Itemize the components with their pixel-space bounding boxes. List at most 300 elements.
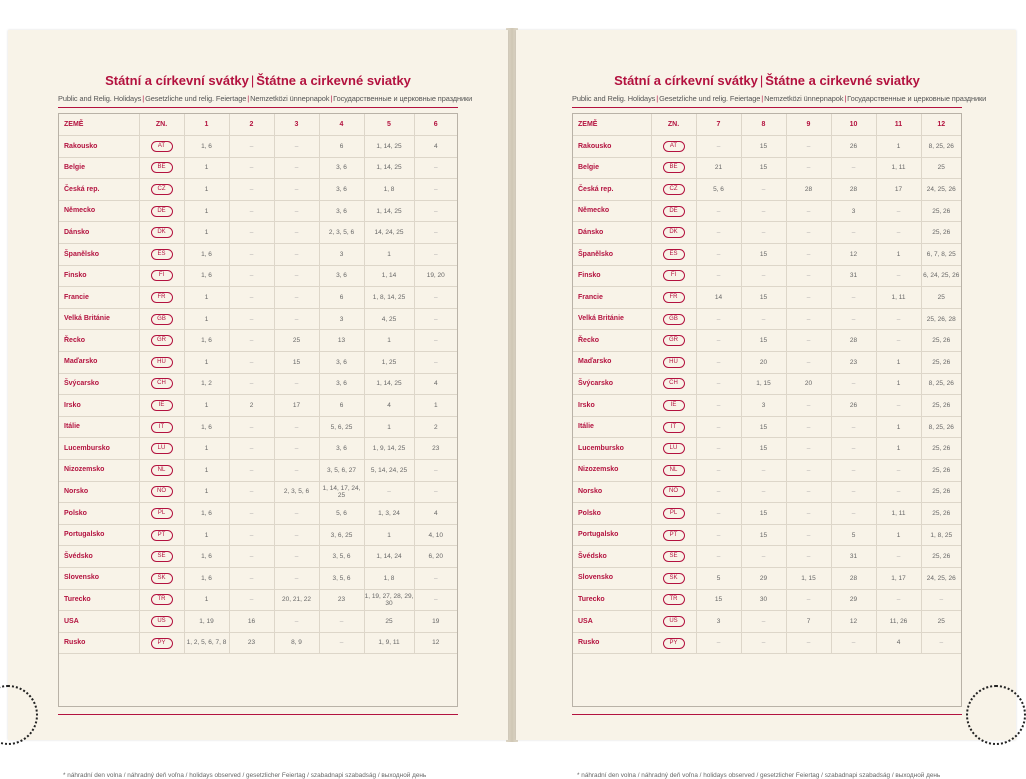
country-code-cell	[651, 244, 696, 266]
subtitle-hu: Nemzetközi ünnepnapok	[764, 94, 844, 103]
holiday-dates-cell: 1, 14, 24	[364, 546, 414, 568]
holiday-dates-cell: –	[741, 481, 786, 503]
holiday-dates-cell: 15	[741, 330, 786, 352]
holiday-dates-cell: 17	[876, 179, 921, 201]
holiday-dates-cell: 5, 6	[696, 179, 741, 201]
holiday-dates-cell: 1, 11	[876, 157, 921, 179]
country-code-badge: US	[151, 616, 173, 627]
holiday-dates-cell: 8, 25, 26	[921, 136, 961, 158]
table-row	[59, 416, 457, 438]
holiday-dates-cell: –	[229, 524, 274, 546]
holiday-dates-cell: –	[876, 481, 921, 503]
holiday-dates-cell: –	[696, 265, 741, 287]
holiday-dates-cell: –	[229, 567, 274, 589]
table-row	[59, 589, 457, 611]
holiday-dates-cell: 25	[364, 611, 414, 633]
holiday-dates-cell: –	[786, 481, 831, 503]
holiday-dates-cell: –	[876, 589, 921, 611]
holidays-table	[59, 114, 457, 654]
country-name: Nizozemsko	[59, 460, 139, 482]
holiday-dates-cell: –	[229, 481, 274, 503]
holiday-dates-cell: –	[741, 179, 786, 201]
right-page	[516, 30, 1016, 779]
table-row	[59, 438, 457, 460]
country-name: Německo	[59, 200, 139, 222]
country-code-cell	[651, 265, 696, 287]
holiday-dates-cell: –	[414, 481, 457, 503]
holiday-dates-cell: 5, 6, 25	[319, 416, 364, 438]
holiday-dates-cell: –	[921, 589, 961, 611]
country-code-cell	[651, 200, 696, 222]
holiday-dates-cell: –	[696, 632, 741, 654]
table-header-row	[59, 114, 457, 136]
holiday-dates-cell: 23	[319, 589, 364, 611]
table-row	[59, 352, 457, 374]
holiday-dates-cell: 3	[696, 611, 741, 633]
holiday-dates-cell: –	[414, 200, 457, 222]
holiday-dates-cell: 6, 7, 8, 25	[921, 244, 961, 266]
country-code-badge: LU	[663, 443, 685, 454]
country-code-badge: IE	[151, 400, 173, 411]
country-code-badge: BE	[663, 162, 685, 173]
holiday-dates-cell: 1	[876, 373, 921, 395]
holiday-dates-cell: 3, 5, 6	[319, 546, 364, 568]
holiday-dates-cell: –	[831, 503, 876, 525]
holiday-dates-cell: 1, 11	[876, 503, 921, 525]
holiday-dates-cell: –	[831, 222, 876, 244]
table-row	[573, 589, 961, 611]
holiday-dates-cell: –	[229, 589, 274, 611]
country-code-badge: ES	[151, 249, 173, 260]
holiday-dates-cell: –	[921, 632, 961, 654]
holiday-dates-cell: 5, 6	[319, 503, 364, 525]
holiday-dates-cell: –	[786, 157, 831, 179]
holiday-dates-cell: 25	[274, 330, 319, 352]
holiday-dates-cell: 1	[364, 524, 414, 546]
holiday-dates-cell: 1, 11	[876, 287, 921, 309]
holiday-dates-cell: 1, 14, 25	[364, 373, 414, 395]
holiday-dates-cell: –	[741, 200, 786, 222]
country-name: Belgie	[59, 157, 139, 179]
column-header-month: 5	[364, 114, 414, 136]
holiday-dates-cell: 3, 6	[319, 438, 364, 460]
country-code-badge: CH	[151, 378, 173, 389]
country-name: Švédsko	[573, 546, 651, 568]
country-code-badge: GB	[663, 314, 685, 325]
holiday-dates-cell: 6	[319, 395, 364, 417]
holiday-dates-cell: 1, 2	[184, 373, 229, 395]
country-code-cell	[651, 136, 696, 158]
holiday-dates-cell: 1, 6	[184, 503, 229, 525]
holiday-dates-cell: 1, 8, 25	[921, 524, 961, 546]
subtitle-ru: Государственные и церковные праздники	[847, 94, 987, 103]
country-name: Rusko	[573, 632, 651, 654]
country-code-cell	[139, 200, 184, 222]
holiday-dates-cell: –	[229, 308, 274, 330]
country-name: Česká rep.	[59, 179, 139, 201]
holidays-table	[573, 114, 961, 654]
country-code-cell	[139, 460, 184, 482]
country-name: Portugalsko	[573, 524, 651, 546]
holiday-dates-cell: –	[274, 503, 319, 525]
holiday-dates-cell: –	[741, 546, 786, 568]
holiday-dates-cell: –	[229, 222, 274, 244]
holiday-dates-cell: 14	[696, 287, 741, 309]
country-name: Řecko	[59, 330, 139, 352]
holiday-dates-cell: 25, 26	[921, 395, 961, 417]
table-row	[59, 632, 457, 654]
holiday-dates-cell: 1	[876, 352, 921, 374]
holiday-dates-cell: 1, 8	[364, 567, 414, 589]
holiday-dates-cell: –	[831, 632, 876, 654]
table-row	[573, 179, 961, 201]
country-code-badge: US	[663, 616, 685, 627]
column-header-month: 1	[184, 114, 229, 136]
holiday-dates-cell: –	[414, 222, 457, 244]
holiday-dates-cell: –	[831, 438, 876, 460]
column-header-country: ZEMĚ	[59, 114, 139, 136]
page-title: Státní a církevní svátky | Štátne a cirkevné sviatky	[614, 73, 920, 88]
holiday-dates-cell: –	[274, 611, 319, 633]
country-code-badge: DK	[663, 227, 685, 238]
country-name: Irsko	[59, 395, 139, 417]
holiday-dates-cell: –	[274, 265, 319, 287]
holiday-dates-cell: 15	[741, 136, 786, 158]
holiday-dates-cell: 1	[184, 200, 229, 222]
holiday-dates-cell: –	[414, 287, 457, 309]
holiday-dates-cell: 15	[741, 416, 786, 438]
subtitle-en: Public and Relig. Holidays	[572, 94, 656, 103]
country-code-badge: AT	[663, 141, 685, 152]
country-name: Španělsko	[573, 244, 651, 266]
holiday-dates-cell: 1, 15	[786, 567, 831, 589]
holiday-dates-cell: 1	[184, 157, 229, 179]
country-name: Maďarsko	[59, 352, 139, 374]
holiday-dates-cell: –	[696, 416, 741, 438]
table-row	[59, 265, 457, 287]
country-name: Turecko	[573, 589, 651, 611]
country-code-cell	[651, 503, 696, 525]
holiday-dates-cell: 19	[414, 611, 457, 633]
holiday-dates-cell: 1	[876, 416, 921, 438]
country-code-cell	[651, 330, 696, 352]
table-row	[59, 481, 457, 503]
holiday-dates-cell: –	[831, 373, 876, 395]
holiday-dates-cell: 12	[414, 632, 457, 654]
bottom-rule	[572, 714, 962, 715]
column-header-month: 3	[274, 114, 319, 136]
country-name: Lucembursko	[573, 438, 651, 460]
holiday-dates-cell: –	[274, 438, 319, 460]
holiday-dates-cell: –	[229, 179, 274, 201]
table-row	[573, 265, 961, 287]
country-name: Švýcarsko	[573, 373, 651, 395]
holiday-dates-cell: 8, 25, 26	[921, 416, 961, 438]
table-row	[573, 438, 961, 460]
country-code-cell	[139, 222, 184, 244]
country-code-badge: DK	[151, 227, 173, 238]
holiday-dates-cell: –	[786, 438, 831, 460]
holiday-dates-cell: 25, 26	[921, 481, 961, 503]
subtitle-de: Gesetzliche und relig. Feiertage	[145, 94, 247, 103]
holiday-dates-cell: –	[876, 222, 921, 244]
holiday-dates-cell: 6, 20	[414, 546, 457, 568]
country-code-cell	[139, 136, 184, 158]
holiday-dates-cell: –	[274, 136, 319, 158]
holiday-dates-cell: 17	[274, 395, 319, 417]
country-code-cell	[651, 438, 696, 460]
country-name: Švýcarsko	[59, 373, 139, 395]
holiday-dates-cell: 15	[741, 157, 786, 179]
holiday-dates-cell: 1, 6	[184, 136, 229, 158]
column-header-month: 9	[786, 114, 831, 136]
country-code-cell	[139, 632, 184, 654]
table-row	[59, 460, 457, 482]
country-name: Lucembursko	[59, 438, 139, 460]
country-code-badge: PL	[151, 508, 173, 519]
holiday-dates-cell: 1, 3, 24	[364, 503, 414, 525]
holiday-dates-cell: –	[831, 157, 876, 179]
holiday-dates-cell: –	[274, 416, 319, 438]
country-name: Polsko	[573, 503, 651, 525]
table-row	[573, 222, 961, 244]
holiday-dates-cell: 4	[414, 136, 457, 158]
holiday-dates-cell: 25, 26	[921, 503, 961, 525]
holiday-dates-cell: –	[229, 352, 274, 374]
holiday-dates-cell: 25, 26	[921, 222, 961, 244]
title-cz: Státní a církevní svátky	[614, 73, 758, 88]
table-row	[573, 416, 961, 438]
holiday-dates-cell: 16	[229, 611, 274, 633]
holiday-dates-cell: 20	[786, 373, 831, 395]
country-name: Polsko	[59, 503, 139, 525]
holiday-dates-cell: 1, 14, 25	[364, 136, 414, 158]
holiday-dates-cell: –	[274, 546, 319, 568]
holiday-dates-cell: 3, 6	[319, 352, 364, 374]
holiday-dates-cell: –	[876, 395, 921, 417]
holiday-dates-cell: 1, 14	[364, 265, 414, 287]
holiday-dates-cell: –	[229, 136, 274, 158]
holiday-dates-cell: –	[229, 416, 274, 438]
holiday-dates-cell: –	[229, 438, 274, 460]
holiday-dates-cell: 3, 6	[319, 373, 364, 395]
holiday-dates-cell: –	[786, 244, 831, 266]
country-code-badge: PY	[663, 638, 685, 649]
table-row	[573, 244, 961, 266]
holiday-dates-cell: 12	[831, 611, 876, 633]
holiday-dates-cell: –	[831, 308, 876, 330]
table-row	[573, 200, 961, 222]
holiday-dates-cell: 1, 14, 25	[364, 157, 414, 179]
column-header-country: ZEMĚ	[573, 114, 651, 136]
country-name: Irsko	[573, 395, 651, 417]
holiday-dates-cell: 14, 24, 25	[364, 222, 414, 244]
country-code-cell	[651, 460, 696, 482]
holiday-dates-cell: 2	[414, 416, 457, 438]
holiday-dates-cell: –	[831, 460, 876, 482]
country-code-badge: IT	[151, 422, 173, 433]
column-header-month: 12	[921, 114, 961, 136]
title-cz: Státní a církevní svátky	[105, 73, 249, 88]
holiday-dates-cell: 3, 6	[319, 157, 364, 179]
holiday-dates-cell: 29	[741, 567, 786, 589]
holiday-dates-cell: –	[696, 222, 741, 244]
holiday-dates-cell: 1, 19, 27, 28, 29, 30	[364, 589, 414, 611]
table-row	[573, 373, 961, 395]
page-title: Státní a církevní svátky | Štátne a cirkevné sviatky	[105, 73, 411, 88]
country-code-cell	[139, 611, 184, 633]
holiday-dates-cell: 3	[831, 200, 876, 222]
table-row	[59, 395, 457, 417]
country-code-badge: DE	[151, 206, 173, 217]
table-row	[573, 460, 961, 482]
holiday-dates-cell: 21	[696, 157, 741, 179]
holiday-dates-cell: 28	[831, 330, 876, 352]
holiday-dates-cell: 8, 9	[274, 632, 319, 654]
holiday-dates-cell: 6, 24, 25, 26	[921, 265, 961, 287]
country-name: Finsko	[573, 265, 651, 287]
holiday-dates-cell: –	[831, 481, 876, 503]
country-code-badge: NL	[151, 465, 173, 476]
holiday-dates-cell: 25, 26	[921, 460, 961, 482]
holiday-dates-cell: 24, 25, 26	[921, 567, 961, 589]
holiday-dates-cell: –	[696, 330, 741, 352]
holiday-dates-cell: 3	[319, 244, 364, 266]
country-code-badge: PY	[151, 638, 173, 649]
holiday-dates-cell: 23	[414, 438, 457, 460]
subtitle-ru: Государственные и церковные праздники	[333, 94, 473, 103]
table-row	[59, 503, 457, 525]
holiday-dates-cell: 1	[876, 244, 921, 266]
holiday-dates-cell: 1, 25	[364, 352, 414, 374]
holiday-dates-cell: –	[696, 503, 741, 525]
holiday-dates-cell: –	[876, 460, 921, 482]
holiday-dates-cell: –	[274, 200, 319, 222]
holiday-dates-cell: 6	[319, 136, 364, 158]
column-header-month: 10	[831, 114, 876, 136]
country-code-cell	[139, 373, 184, 395]
holiday-dates-cell: 1, 6	[184, 330, 229, 352]
holiday-dates-cell: 1, 6	[184, 416, 229, 438]
holiday-dates-cell: 15	[741, 524, 786, 546]
holiday-dates-cell: –	[786, 632, 831, 654]
holiday-dates-cell: 5	[696, 567, 741, 589]
holiday-dates-cell: –	[414, 567, 457, 589]
holiday-dates-cell: 13	[319, 330, 364, 352]
holiday-dates-cell: 31	[831, 546, 876, 568]
holiday-dates-cell: –	[786, 136, 831, 158]
holiday-dates-cell: –	[229, 546, 274, 568]
holiday-dates-cell: 3, 6, 25	[319, 524, 364, 546]
column-header-month: 4	[319, 114, 364, 136]
table-row	[59, 136, 457, 158]
country-code-cell	[651, 611, 696, 633]
page-subtitle: Public and Relig. Holidays|Gesetzliche und relig. Feiertage|Nemzetközi ünnepnapok|Государственные и церковные праздники	[58, 94, 473, 103]
holiday-dates-cell: 4, 25	[364, 308, 414, 330]
column-header-month: 2	[229, 114, 274, 136]
holiday-dates-cell: 20	[741, 352, 786, 374]
country-code-cell	[651, 352, 696, 374]
holiday-dates-cell: –	[876, 265, 921, 287]
holiday-dates-cell: –	[274, 287, 319, 309]
holiday-dates-cell: 25, 26	[921, 438, 961, 460]
table-header-row	[573, 114, 961, 136]
bottom-rule	[58, 714, 458, 715]
country-code-cell	[139, 352, 184, 374]
country-name: Rusko	[59, 632, 139, 654]
holiday-dates-cell: 1	[184, 395, 229, 417]
column-header-month: 6	[414, 114, 457, 136]
country-code-cell	[651, 287, 696, 309]
country-name: Nizozemsko	[573, 460, 651, 482]
holiday-dates-cell: 4	[364, 395, 414, 417]
country-name: Slovensko	[573, 567, 651, 589]
holidays-table-frame	[58, 113, 458, 779]
country-name: Finsko	[59, 265, 139, 287]
holiday-dates-cell: –	[786, 503, 831, 525]
country-code-badge: NL	[663, 465, 685, 476]
holiday-dates-cell: –	[414, 244, 457, 266]
dotted-circle-decoration	[0, 685, 38, 745]
holiday-dates-cell: –	[414, 352, 457, 374]
holiday-dates-cell: –	[274, 222, 319, 244]
holiday-dates-cell: –	[414, 179, 457, 201]
holiday-dates-cell: –	[786, 265, 831, 287]
country-code-badge: GB	[151, 314, 173, 325]
table-row	[573, 481, 961, 503]
country-code-cell	[139, 503, 184, 525]
country-code-badge: CZ	[151, 184, 173, 195]
country-code-badge: CZ	[663, 184, 685, 195]
country-name: USA	[59, 611, 139, 633]
holiday-dates-cell: –	[696, 373, 741, 395]
holiday-dates-cell: 1	[184, 524, 229, 546]
holiday-dates-cell: 25, 26	[921, 546, 961, 568]
table-row	[59, 179, 457, 201]
holiday-dates-cell: 3, 5, 6	[319, 567, 364, 589]
holiday-dates-cell: 3	[741, 395, 786, 417]
country-name: Česká rep.	[573, 179, 651, 201]
holiday-dates-cell: 15	[741, 503, 786, 525]
holiday-dates-cell: 1	[184, 481, 229, 503]
holiday-dates-cell: 1, 17	[876, 567, 921, 589]
country-code-badge: GR	[663, 335, 685, 346]
country-name: Dánsko	[59, 222, 139, 244]
holiday-dates-cell: –	[414, 157, 457, 179]
column-header-code: ZN.	[139, 114, 184, 136]
country-code-badge: AT	[151, 141, 173, 152]
country-code-cell	[651, 179, 696, 201]
country-code-cell	[139, 287, 184, 309]
holiday-dates-cell: –	[876, 308, 921, 330]
country-code-badge: PT	[663, 530, 685, 541]
holiday-dates-cell: 1	[184, 179, 229, 201]
table-row	[573, 352, 961, 374]
holiday-dates-cell: 1	[364, 244, 414, 266]
table-row	[59, 308, 457, 330]
country-name: Francie	[59, 287, 139, 309]
holiday-dates-cell: 1, 6	[184, 265, 229, 287]
holiday-dates-cell: –	[786, 416, 831, 438]
holiday-dates-cell: –	[786, 352, 831, 374]
holiday-dates-cell: 26	[831, 136, 876, 158]
holiday-dates-cell: 1	[876, 136, 921, 158]
country-code-badge: IT	[663, 422, 685, 433]
country-code-cell	[139, 179, 184, 201]
holiday-dates-cell: –	[741, 460, 786, 482]
holiday-dates-cell: 3, 6	[319, 200, 364, 222]
country-code-badge: GR	[151, 335, 173, 346]
